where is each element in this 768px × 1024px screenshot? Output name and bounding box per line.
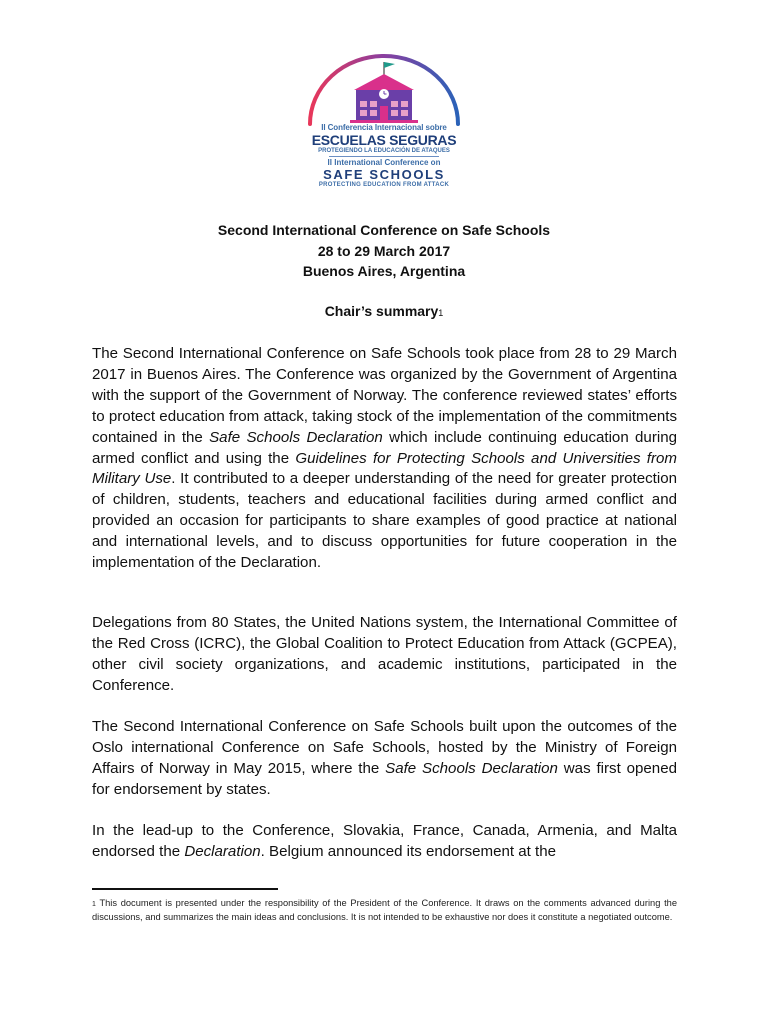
school-emblem-icon [296, 50, 472, 130]
paragraph-4 [92, 821, 677, 863]
footnote-text: This document is presented under the responsibility of the President of the Conference. It draws on the comments advanced during the discussions, and summarizes the main ideas and conclusions. It is not intended to be exhaustive nor does it constitute a negotiated outcome. [92, 898, 677, 923]
chair-summary-heading [92, 303, 676, 319]
conference-logo [296, 50, 472, 202]
logo-es-line2: ESCUELAS SEGURAS [311, 132, 457, 148]
paragraph-2: Delegations from 80 States, the United Nations system, the International Committee of the Red Cross (ICRC), the Global Coalition to Protect Education from Attack (GCPEA), other civil society organizations, and academic institutions, participated in the Conference. [92, 614, 677, 694]
logo-en-line2: SAFE SCHOOLS [323, 167, 445, 182]
p3-text-a: The Second International Conference on Safe Schools built upon the outcomes of the Oslo international Conference on Safe Schools, hosted by the Ministry of Foreign Affairs of Norway in May 2015, where the [92, 718, 677, 777]
p1-text-b: which include continuing education during armed conflict and using the [92, 428, 677, 467]
p3-text-b: was first opened for endorsement by states. [92, 759, 677, 798]
footnote-mark: 1 [92, 901, 96, 908]
logo-en-line3: PROTECTING EDUCATION FROM ATTACK [318, 182, 450, 188]
p4-text-b: . Belgium announced its endorsement at the [260, 842, 557, 860]
p1-text-a: The Second International Conference on Safe Schools took place from 28 to 29 March 2017 in Buenos Aires. The Conference was organized by the Government of Argentina with the support of the Government of Norway. The conference reviewed states’ efforts to protect education from attack, taking stock of the implementation of the commitments contained in the [92, 345, 677, 446]
p3-italic-declaration: Safe Schools Declaration [385, 759, 558, 777]
p4-italic-declaration: Declaration [184, 842, 261, 860]
conference-dates: 28 to 29 March 2017 [317, 242, 451, 259]
chair-footnote-mark: 1 [438, 308, 444, 318]
chair-summary-label: Chair’s summary [324, 303, 439, 319]
p1-italic-declaration: Safe Schools Declaration [209, 428, 383, 446]
footnote [92, 897, 677, 924]
footnote-divider [92, 888, 278, 890]
logo-separator [329, 156, 439, 157]
paragraph-1 [92, 344, 677, 574]
conference-location: Buenos Aires, Argentina [302, 263, 466, 279]
logo-es-line1: II Conferencia Internacional sobre [321, 123, 447, 132]
document-header [92, 220, 676, 282]
p1-text-c: . It contributed to a deeper understanding of the need for greater protection of children, students, teachers and educational facilities during armed conflict and provided an occasion for participants to share examples of good practice at national and international levels, and to discuss opportunities for future cooperation in the implementation of the Declaration. [92, 470, 677, 572]
logo-en-line1: II International Conference on [327, 158, 441, 167]
paragraph-3 [92, 717, 677, 801]
logo-es-line3: PROTEGIENDO LA EDUCACIÓN DE ATAQUES [318, 148, 450, 154]
p1-italic-guidelines: Guidelines for Protecting Schools and Universities from Military Use [92, 449, 677, 488]
p4-text-a: In the lead-up to the Conference, Slovakia, France, Canada, Armenia, and Malta endorsed the [92, 822, 677, 860]
conference-title: Second International Conference on Safe Schools [217, 222, 551, 238]
